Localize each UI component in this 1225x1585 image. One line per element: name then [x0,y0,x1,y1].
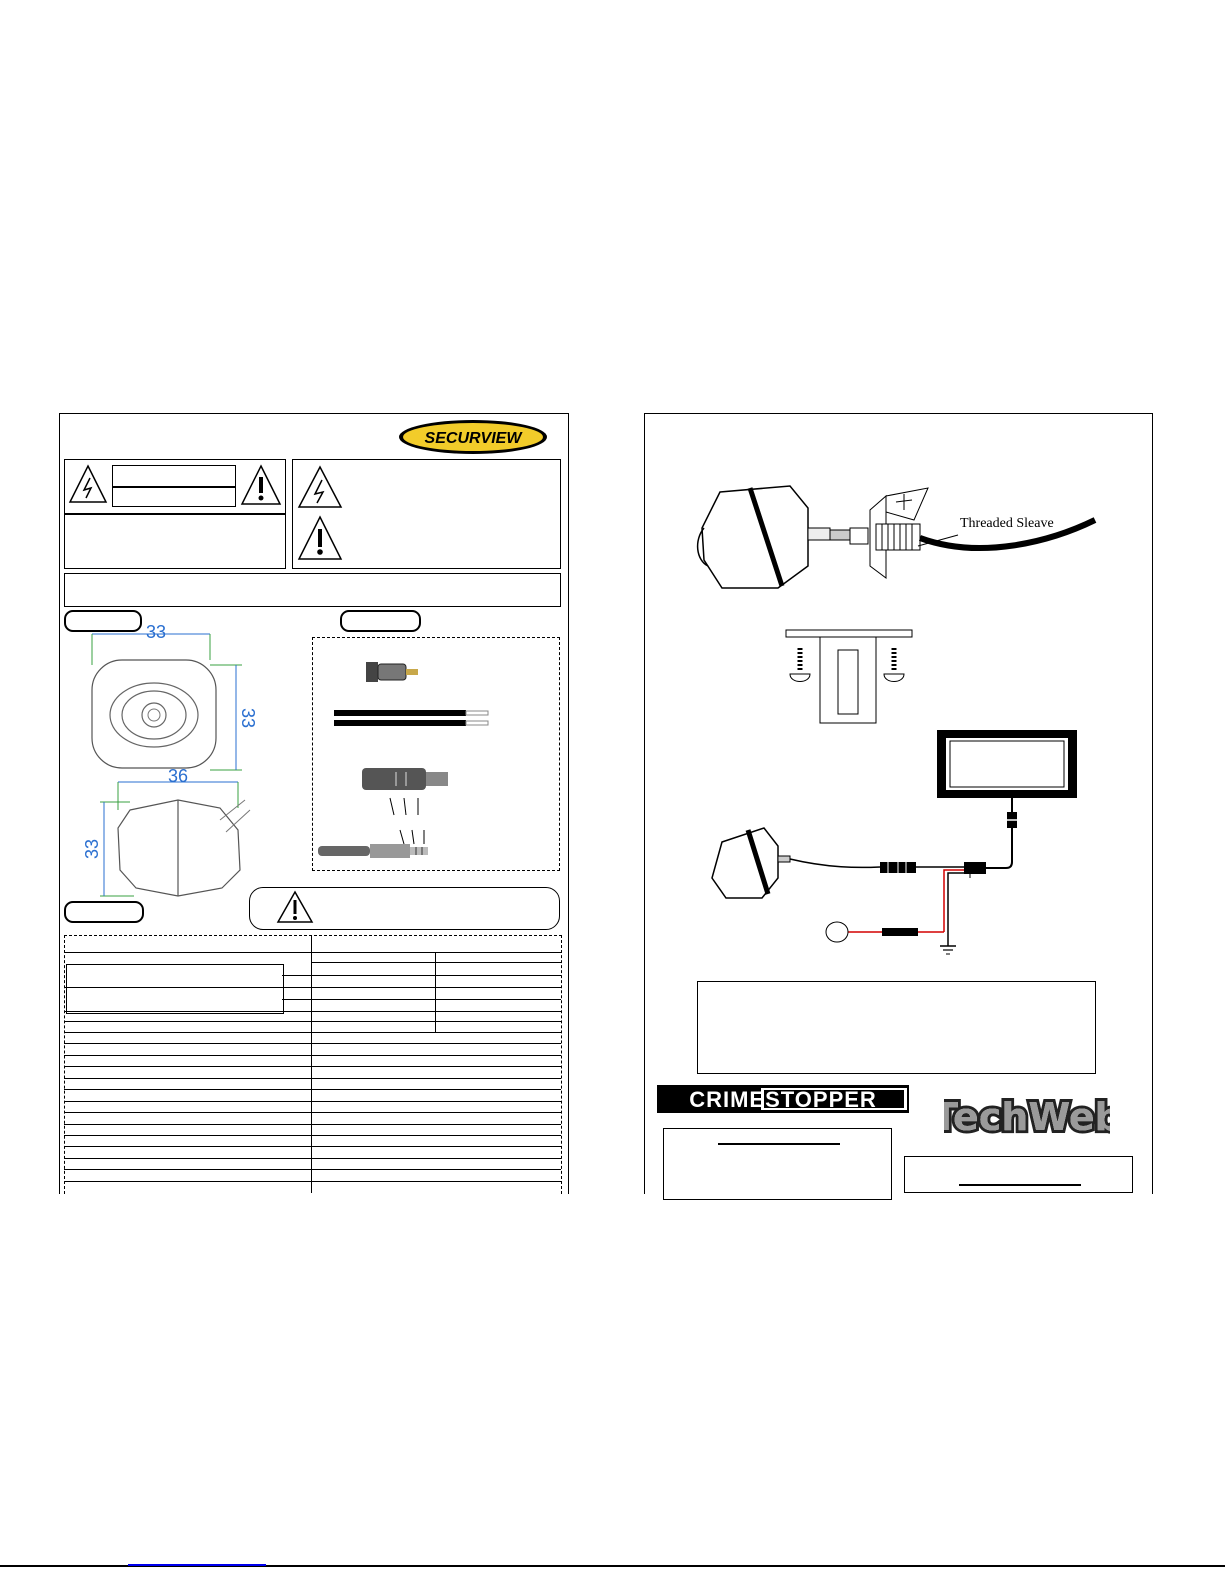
crimestopper-logo [657,1085,909,1118]
spec-row-line [64,1021,561,1022]
instruction-box [697,981,1096,1074]
caution-label-divider [112,486,236,488]
camera-mounting-diagram [690,480,1110,600]
spec-row-line [64,1032,561,1033]
spec-row-line [64,1135,561,1136]
caution-divider [64,513,286,515]
spec-row-line [64,1078,561,1079]
spec-row-line [282,975,561,976]
screw-icon [884,648,904,682]
connector-illustrations [314,640,554,865]
spec-table-merged-cell [66,964,284,1014]
jack-socket-icon [362,768,448,815]
dim-side-height: 33 [82,838,102,860]
dim-side-width: 36 [167,766,189,786]
lightning-triangle-icon [68,464,108,509]
spec-row-line [64,1043,561,1044]
notice-box [64,573,561,607]
spec-row-line [64,1112,561,1113]
spec-row-line [64,987,561,988]
spec-row-line [64,1011,561,1012]
power-wire-icon [334,710,488,726]
svg-text:TechWeb: echWeb [952,1095,1110,1139]
brand-logo-text: echWeb [952,1095,1110,1139]
dim-front-height: 33 [238,707,258,729]
contact-box-right [904,1156,1133,1193]
contact-box-right-underline [959,1184,1081,1186]
contact-box-left [663,1128,892,1200]
spec-row-line [282,999,561,1000]
exclamation-triangle-icon [276,890,314,929]
brand-logo-text: CRIMESTOPPER [689,1087,877,1112]
camera-icon [712,828,778,898]
techweb-logo [944,1092,1110,1147]
spec-row-line [64,1124,561,1125]
brand-logo-text: SECURVIEW [424,430,522,447]
spec-row-line [64,952,561,953]
mounting-bracket-diagram [782,628,916,726]
contact-box-left-underline [718,1143,840,1145]
spec-row-line [64,1101,561,1102]
connectors-section-tab [340,610,421,632]
spec-row-line [64,1089,561,1090]
lightning-triangle-icon [297,465,343,514]
screw-icon [790,648,810,682]
spec-row-line [311,962,561,963]
camera-dimension-drawing [70,620,260,905]
monitor-icon [937,730,1077,798]
exclamation-triangle-icon [240,464,282,511]
rca-plug-icon [366,662,418,682]
exclamation-triangle-icon [297,515,343,566]
spec-table-subdivider [435,952,436,1032]
footer-link[interactable] [128,1564,266,1566]
spec-row-line [64,1158,561,1159]
threaded-sleave-label: Threaded Sleave [960,516,1054,531]
spec-row-line [64,1055,561,1056]
spec-table-center-divider [311,935,312,1193]
dim-front-width: 33 [145,622,167,642]
securview-logo [397,418,549,461]
stereo-plug-icon [318,830,428,858]
spec-row-line [64,1146,561,1147]
spec-row-line [64,1066,561,1067]
wiring-diagram [708,728,1088,960]
spec-row-line [64,1169,561,1170]
spec-row-line [64,1181,561,1182]
